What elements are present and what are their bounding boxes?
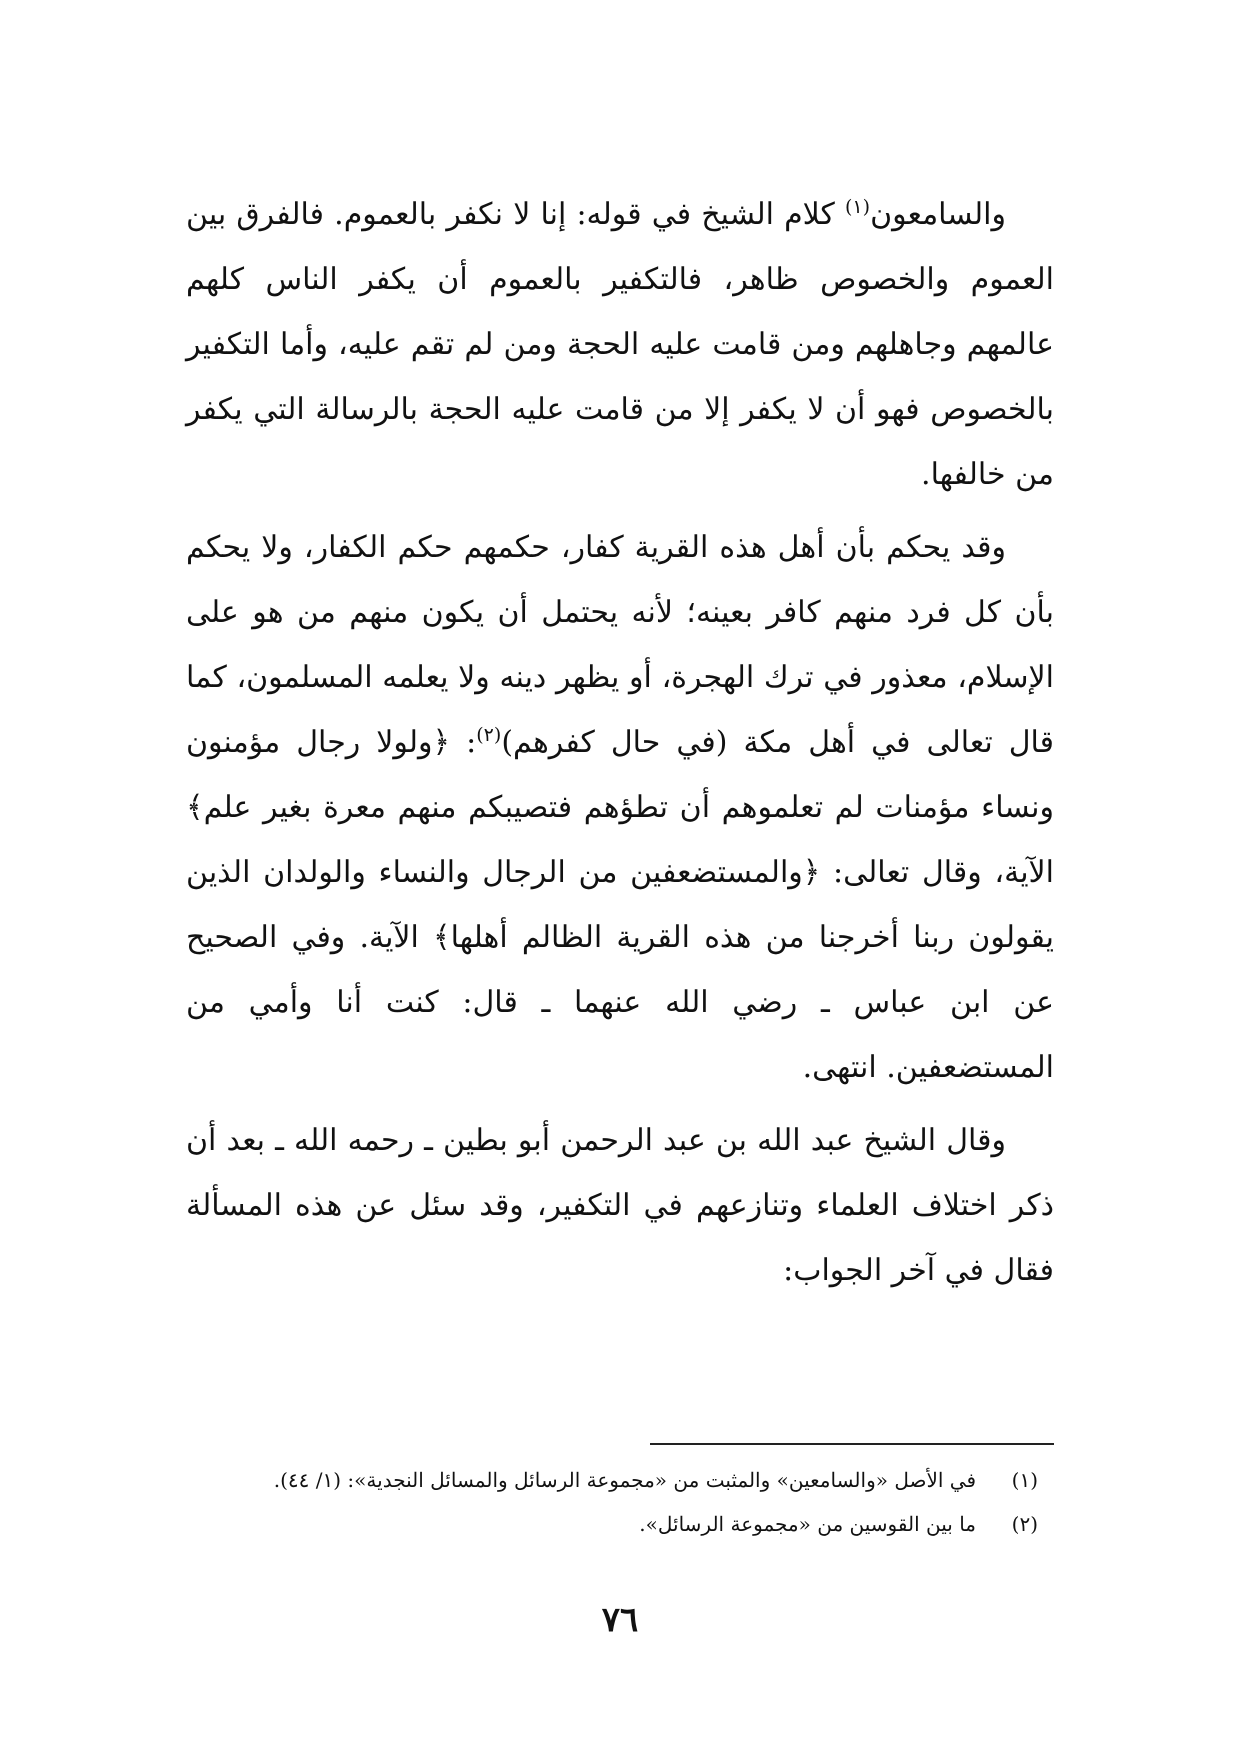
paragraph-1-text-a: والسامعون [870,197,1006,232]
main-text [186,182,1054,1303]
footnote-2-text: ما بين القوسين من «مجموعة الرسائل». [639,1512,976,1536]
footnote-2 [186,1502,1054,1546]
footnote-1-text: في الأصل «والسامعين» والمثبت من «مجموعة الرسائل والمسائل النجدية»: (١/ ٤٤). [273,1468,976,1492]
page-number: ٧٦ [601,1600,639,1640]
footnote-divider [650,1443,1054,1445]
footnote-ref-1: (١) [845,196,871,218]
footnote-2-number: (٢) [1011,1512,1038,1536]
paragraph-2 [186,515,1054,1100]
paragraph-2-text-b: : ﴿ولولا رجال مؤمنون ونساء مؤمنات لم تعلموهم أن تطؤهم فتصيبكم منهم معرة بغير علم﴾ الآية، وقال تعالى: ﴿والمستضعفين من الرجال والنساء والولدان الذين يقولون ربنا أخرجنا من هذه القرية الظالم أهلها﴾ الآية. وفي الصحيح عن ابن عباس ـ رضي الله عنهما ـ قال: كنت أنا وأمي من المستضعفين. انتهى. [186,725,1054,1085]
footnote-1-number: (١) [1011,1468,1038,1492]
paragraph-2-text-a: وقد يحكم بأن أهل هذه القرية كفار، حكمهم حكم الكفار، ولا يحكم بأن كل فرد منهم كافر بعينه؛ لأنه يحتمل أن يكون منهم من هو على الإسلام، معذور في ترك الهجرة، أو يظهر دينه ولا يعلمه المسلمون، كما قال تعالى في أهل مكة (في حال كفرهم) [186,530,1054,760]
paragraph-1-text-b: كلام الشيخ في قوله: إنا لا نكفر بالعموم. فالفرق بين العموم والخصوص ظاهر، فالتكفير بالعموم أن يكفر الناس كلهم عالمهم وجاهلهم ومن قامت عليه الحجة ومن لم تقم عليه، وأما التكفير بالخصوص فهو أن لا يكفر إلا من قامت عليه الحجة بالرسالة التي يكفر من خالفها. [186,197,1054,492]
footnotes [186,1458,1054,1546]
paragraph-3-text: وقال الشيخ عبد الله بن عبد الرحمن أبو بطين ـ رحمه الله ـ بعد أن ذكر اختلاف العلماء وتنازعهم في التكفير، وقد سئل عن هذه المسألة فقال في آخر الجواب: [186,1123,1054,1288]
paragraph-1 [186,182,1054,507]
footnote-1 [186,1458,1054,1502]
footnote-ref-2: (٢) [476,724,502,746]
paragraph-3 [186,1108,1054,1303]
